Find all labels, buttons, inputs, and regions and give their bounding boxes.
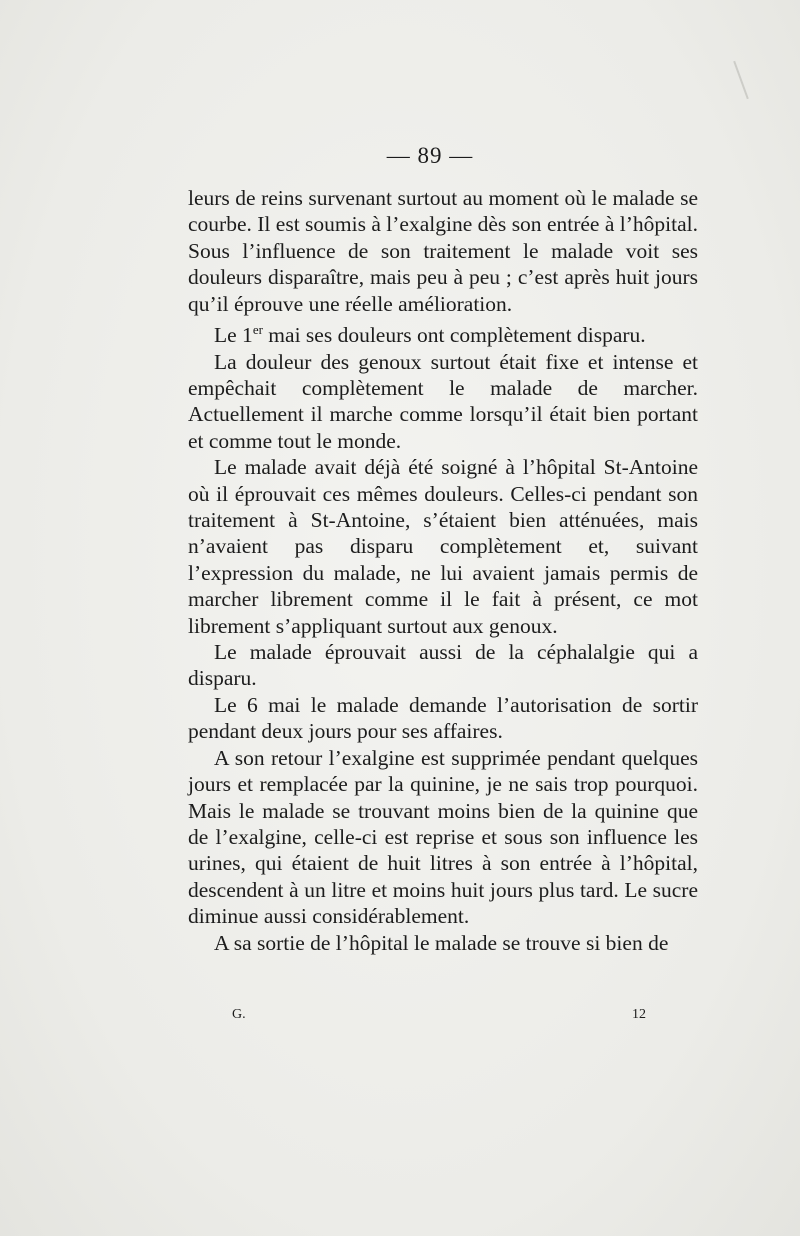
paragraph-8: A sa sortie de l’hôpital le malade se trouve si bien de (214, 930, 669, 955)
paragraph-4: Le malade avait déjà été soigné à l’hôpital St-Antoine où il éprouvait ces mêmes douleurs. Celles-ci pendant son traitement à St-Antoine, s’étaient bien atténuées, mais n’avaient pas disparu complètement et, suivant l’expression du malade, ne lui avaient jamais permis de marcher librement comme il le fait à présent, ce mot librement s’appliquant surtout aux genoux. (188, 455, 698, 638)
paragraph-3: La douleur des genoux surtout était fixe et intense et empêchait complètement le malade de marcher. Actuellement il marche comme lorsqu’il était bien portant et comme tout le monde. (188, 349, 698, 453)
page-body-text (188, 185, 698, 956)
paragraph-5: Le malade éprouvait aussi de la céphalalgie qui a disparu. (188, 640, 698, 691)
page-edge-mark (733, 61, 749, 99)
paragraph-2: Le 1er mai ses douleurs ont complètement disparu. (214, 322, 646, 348)
signature-mark-left: G. (232, 1007, 246, 1022)
paragraph-6: Le 6 mai le malade demande l’autorisation de sortir pendant deux jours pour ses affaires. (188, 692, 698, 744)
paragraph-1: leurs de reins survenant surtout au moment où le malade se courbe. Il est soumis à l’exalgine dès son entrée à l’hôpital. Sous l’influence de son traitement le malade voit ses douleurs disparaître, mais peu à peu ; c’est après huit jours qu’il éprouve une réelle amélioration. (188, 186, 698, 316)
signature-mark-right: 12 (632, 1007, 646, 1022)
paragraph-7: A son retour l’exalgine est supprimée pendant quelques jours et remplacée par la quinine, je ne sais trop pourquoi. Mais le malade se trouvant moins bien de la quinine que de l’exalgine, celle-ci est reprise et sous son influence les urines, qui étaient de huit litres à son entrée à l’hôpital, descendent à un litre et moins huit jours plus tard. Le sucre diminue aussi considérablement. (188, 745, 698, 929)
page-number: — 89 — (386, 143, 474, 168)
